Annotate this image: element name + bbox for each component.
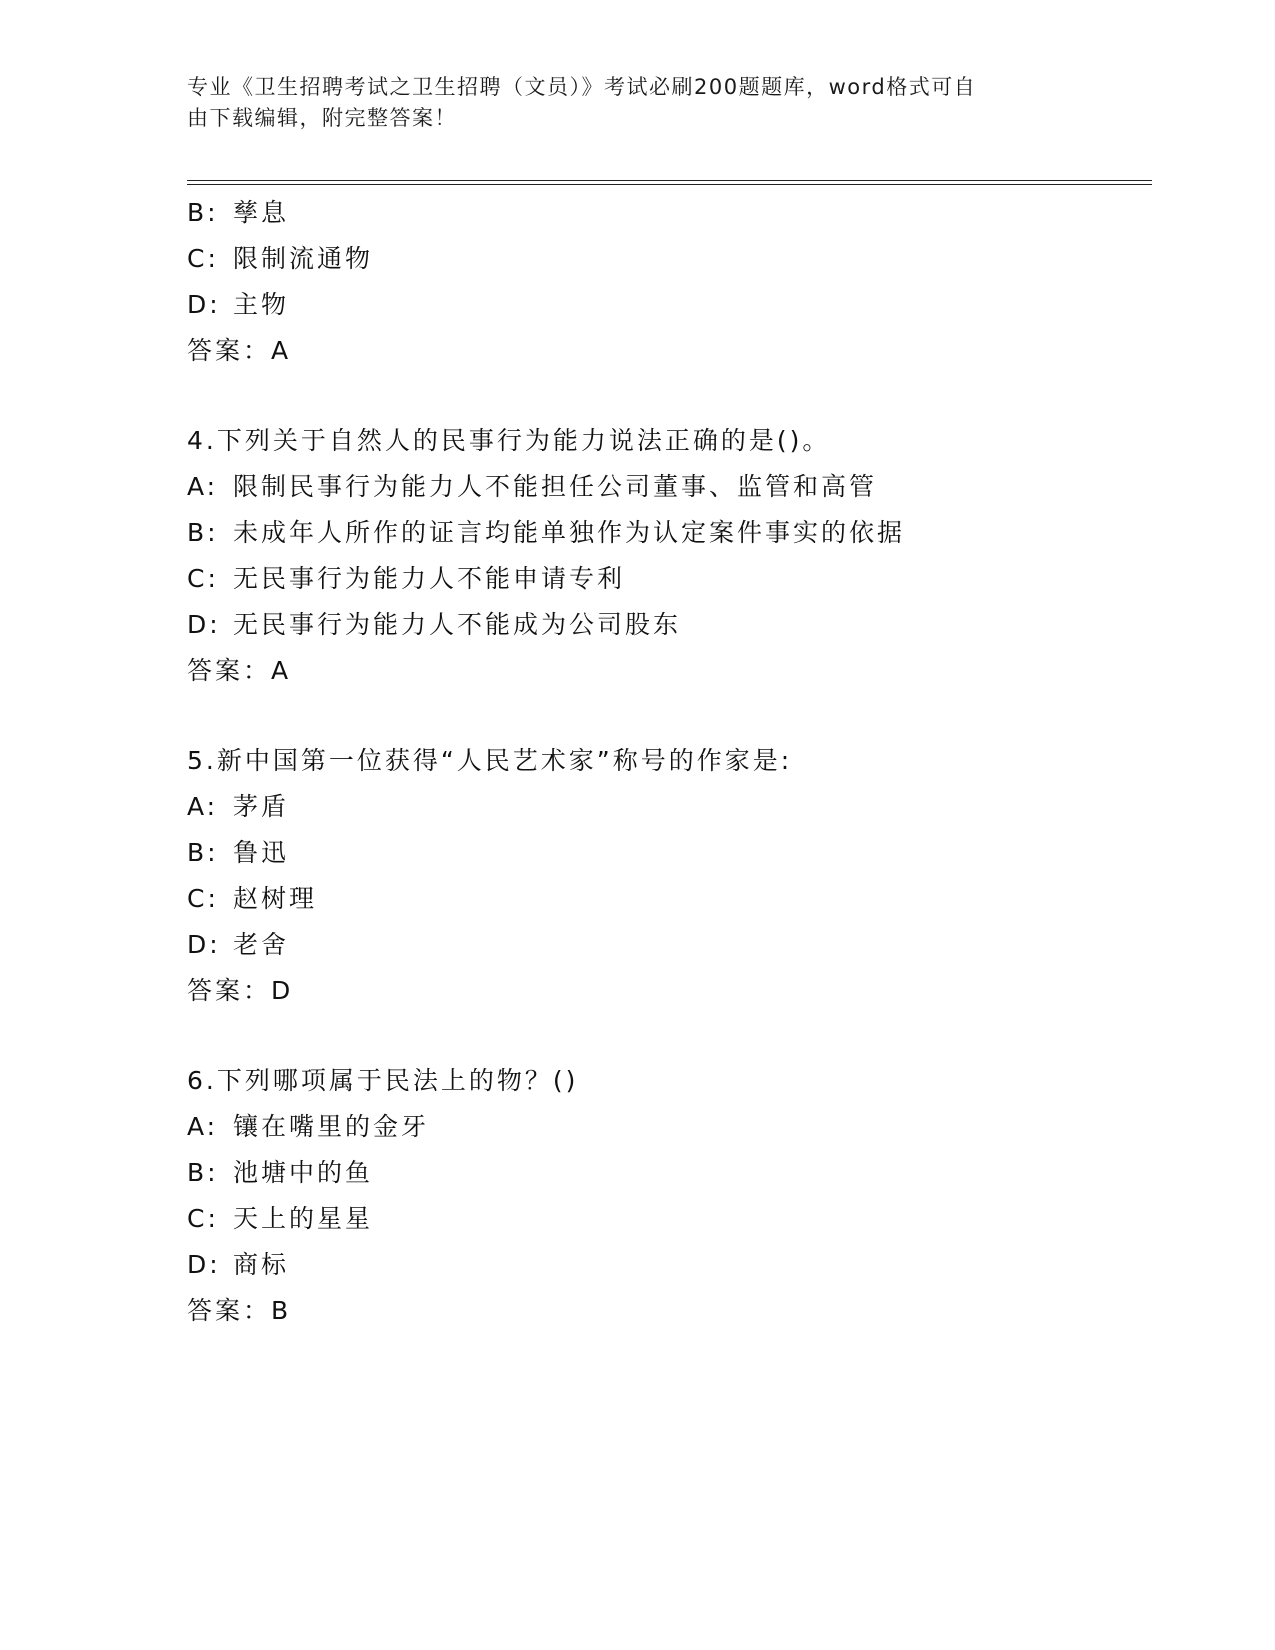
option-letter: C: xyxy=(187,884,219,913)
option-text: 限制流通物 xyxy=(233,244,374,273)
option-text: 无民事行为能力人不能申请专利 xyxy=(233,564,626,593)
question-4 xyxy=(187,418,1147,694)
option-letter: D: xyxy=(187,290,221,319)
option-c xyxy=(187,556,1147,602)
option-letter: C: xyxy=(187,1204,219,1233)
option-d xyxy=(187,282,1147,328)
option-text: 镶在嘴里的金牙 xyxy=(233,1112,430,1141)
option-c xyxy=(187,236,1147,282)
answer-line: 答案：B xyxy=(187,1296,292,1325)
option-text: 茅盾 xyxy=(233,792,290,821)
header-line-2: 由下载编辑，附完整答案！ xyxy=(187,106,457,130)
option-letter: D: xyxy=(187,1250,221,1279)
answer-line: 答案：A xyxy=(187,656,292,685)
option-letter: A: xyxy=(187,792,219,821)
question-stem: 5.新中国第一位获得“人民艺术家”称号的作家是: xyxy=(187,746,793,775)
option-b xyxy=(187,1150,1147,1196)
option-d xyxy=(187,602,1147,648)
option-b xyxy=(187,510,1147,556)
option-letter: B: xyxy=(187,838,219,867)
option-letter: C: xyxy=(187,564,219,593)
option-d xyxy=(187,922,1147,968)
option-d xyxy=(187,1242,1147,1288)
option-letter: C: xyxy=(187,244,219,273)
option-letter: D: xyxy=(187,930,221,959)
option-text: 孳息 xyxy=(233,198,290,227)
option-text: 鲁迅 xyxy=(233,838,290,867)
question-list xyxy=(187,190,1147,1334)
option-letter: B: xyxy=(187,518,219,547)
option-letter: A: xyxy=(187,1112,219,1141)
answer-line: 答案：A xyxy=(187,336,292,365)
option-text: 老舍 xyxy=(233,930,290,959)
option-b xyxy=(187,190,1147,236)
document-header xyxy=(187,72,1087,134)
spacer xyxy=(187,374,1147,418)
spacer xyxy=(187,1014,1147,1058)
question-6 xyxy=(187,1058,1147,1334)
option-b xyxy=(187,830,1147,876)
option-text: 赵树理 xyxy=(233,884,318,913)
header-divider-top xyxy=(187,180,1152,181)
option-a xyxy=(187,1104,1147,1150)
option-text: 主物 xyxy=(233,290,290,319)
option-a xyxy=(187,464,1147,510)
header-divider-bottom xyxy=(187,184,1152,185)
option-text: 商标 xyxy=(233,1250,290,1279)
option-text: 未成年人所作的证言均能单独作为认定案件事实的依据 xyxy=(233,518,906,547)
option-text: 天上的星星 xyxy=(233,1204,374,1233)
question-stem: 6.下列哪项属于民法上的物？() xyxy=(187,1066,579,1095)
option-letter: B: xyxy=(187,1158,219,1187)
answer-line: 答案：D xyxy=(187,976,294,1005)
option-letter: B: xyxy=(187,198,219,227)
option-letter: D: xyxy=(187,610,221,639)
option-letter: A: xyxy=(187,472,219,501)
header-line-1: 专业《卫生招聘考试之卫生招聘（文员）》考试必刷200题题库，word格式可自 xyxy=(187,75,977,99)
option-c xyxy=(187,1196,1147,1242)
option-text: 限制民事行为能力人不能担任公司董事、监管和高管 xyxy=(233,472,878,501)
question-stem: 4.下列关于自然人的民事行为能力说法正确的是()。 xyxy=(187,426,831,455)
question-5 xyxy=(187,738,1147,1014)
option-c xyxy=(187,876,1147,922)
spacer xyxy=(187,694,1147,738)
option-text: 池塘中的鱼 xyxy=(233,1158,374,1187)
option-text: 无民事行为能力人不能成为公司股东 xyxy=(233,610,682,639)
question-partial xyxy=(187,190,1147,374)
option-a xyxy=(187,784,1147,830)
